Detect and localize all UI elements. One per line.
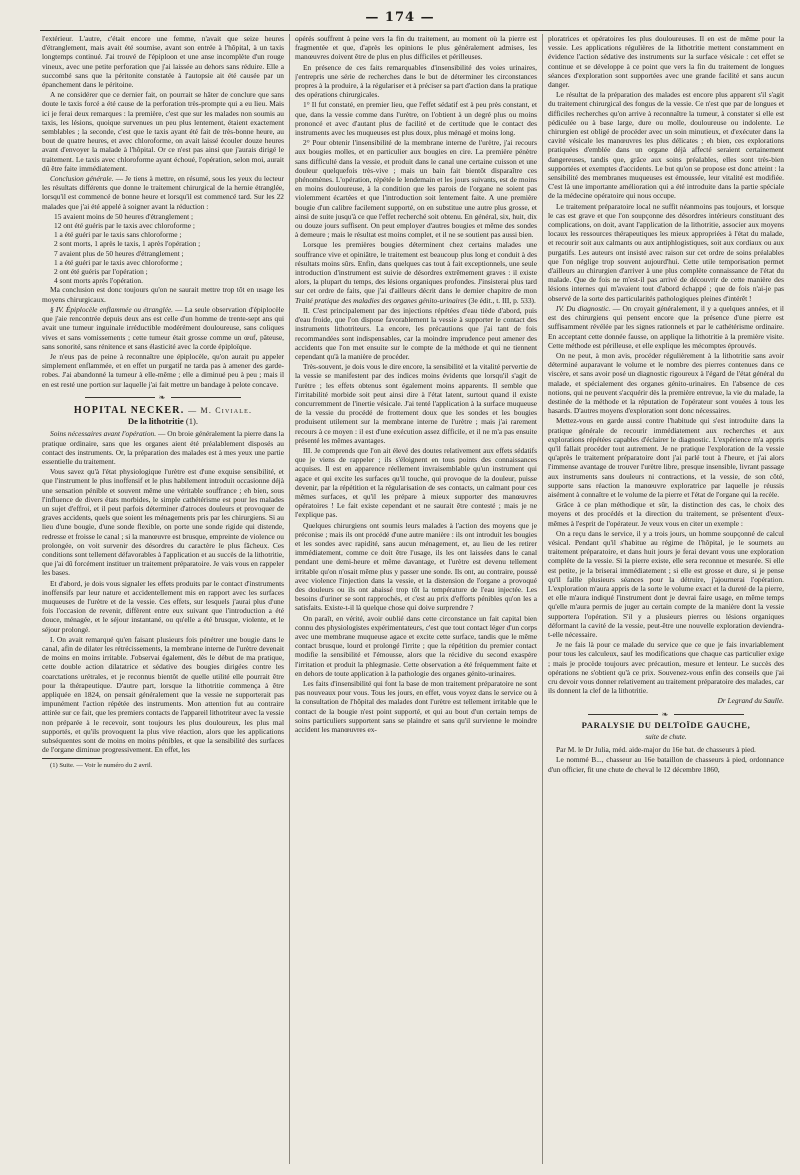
list-item: 12 ont été guéris par le taxis avec chloroforme ; [54,221,195,231]
column-separator [542,34,543,1164]
list-item: 1 a été guéri par le taxis sans chloroforme ; [54,230,182,240]
hospital-title: HOPITAL NECKER. [73,404,185,416]
paragraph-label: Conclusion générale. [50,174,114,184]
list-item: 7 avaient plus de 50 heures d'étranglement ; [54,248,184,258]
column-2 [295,34,537,1164]
paragraph [42,429,284,466]
page-number: — 174 — [365,10,435,25]
paralysis-heading: PARALYSIE DU DELTOÏDE GAUCHE, [581,719,751,730]
paragraph: l'extérieur. L'autre, c'était encore une femme, n'avait que seize heures d'étranglement, mais avait été soumise, avant son entrée à l'hôpital, à un taxis longtemps continué. J'ai trouvé de l'épiploon et une anse incomplète d'un rouge vineux, avec une petite perforation que j'ai laissée au dehors sans réduire. Elle a succombé sans que la péritonite constatée à l'autopsie ait été causée par un épanchement dans le péritoine. [42,34,284,90]
paragraph [295,240,537,304]
paragraph: Je ne fais là pour ce malade du service que ce que je fais invariablement pour tous les calculeux, sauf les modifications que chaque cas particulier exige ; mais je procède toujours avec précaution, mesure et lenteur. Le succès des opérations ne s'obtient qu'à ce prix. Souvenez-vous enfin des conseils que j'ai cru devoir vous donner relativement au traitement préparatoire des malades, car ils donnent la clef de la lithotritie. [548,640,784,696]
book-title: Traité pratique des maladies des organes génito-urinaires [295,295,467,305]
list-item: 4 sont morts après l'opération. [54,276,143,286]
paragraph: Le traitement préparatoire local ne suffit néanmoins pas toujours, et lorsque le cas est grave et que l'on soupçonne des désordres intérieurs constituant des complications, on doit, avant l'application de la lithotritie, associer aux moyens locaux les ressources thérapeutiques les mieux appropriées à l'état du malade, et recourir soit aux calmants ou aux antiphlogistiques, soit aux cordiaux ou aux purgatifs. Les auteurs ont insisté avec raison sur cet ordre de soins préalables que l'on néglige trop souvent aujourd'hui. Cette utile temporisation permet d'ailleurs au chirurgien d'arriver à une plus complète connaissance de l'état du malade. Que de fois ne m'est-il pas arrivé de découvrir de cette manière des lésions internes qui m'avaient tout d'abord échappé ; que de fois n'ai-je pas observé de la sorte des particularités pathologiques pleines d'intérêt ! [548,201,784,303]
section-heading [42,417,284,426]
column-separator [289,34,290,1164]
paragraph: On paraît, en vérité, avoir oublié dans cette circonstance un fait capital bien connu des physiologistes expérimentateurs, c'est que tout contact léger d'un corps avec une membrane muqueuse agace et excite cette surface, tandis que le même contact brusque, lourd et prolongé l'irrite ; que la répétition du premier contact modifie la sensibilité et l'émousse, alors que la récidive du second exaspère l'irritation et produit la phlegmasie. Cette observation a été fréquemment faite et en dehors de toute application à la pathologie des organes génito-urinaires. [295,613,537,678]
list-item: 15 avaient moins de 50 heures d'étranglement ; [54,211,194,221]
column-3 [548,34,784,1164]
paragraph-label: Soins nécessaires avant l'opération. [50,429,157,439]
paragraph: Les faits d'insensibilité qui font la base de mon traitement préparatoire ne sont pas nouveaux pour vous. Tous les jours, en effet, vous voyez dans le service ou à la consultation de l'hôpital des malades dont l'urètre est tellement irritable que le contact de la bougie n'est point supporté, et qui au bout d'un certain temps de soins particuliers supportent sans se plaindre et sans qu'il survienne le moindre accident les manœuvres ex- [295,679,537,735]
paragraph: II. C'est principalement par des injections répétées d'eau tiède d'abord, puis d'eau froide, que l'on dispose favorablement la vessie à supporter le contact des instruments lithotriteurs. La encore, les précautions que j'ai tant de fois recommandées sont indispensables, car la moindre imprudence peut amener des accidents que l'on met ensuite sur le compte de la méthode et qui ne tiennent cependant qu'à la manière de procéder. [295,305,537,361]
paragraph: III. Je comprends que l'on ait élevé des doutes relativement aux effets sédatifs que je viens de rappeler ; ils s'éloignent en tous points des connaissances acquises. Il est en apparence réellement invraisemblable qu'un instrument qui agace et qui excite les surfaces qu'il touche, qui provoque de la douleur, puisse devenir, par la répétition et la régularisation de ses contacts, un calmant pour ces mêmes surfaces, et qu'il les prépare à mieux supporter des manœuvres opératoires ! Le fait existe cependant et ne saurait être contesté ; mais je ne l'explique pas. [295,445,537,520]
paragraph: Grâce à ce plan méthodique et sûr, la distinction des cas, le choix des moyens et des procédés et la direction du traitement, se présentent d'eux-mêmes à l'esprit de l'opérateur. Je veux vous en citer un exemple : [548,500,784,528]
column-1 [42,34,284,1164]
signature: Dr Legrand du Saulle. [717,696,784,706]
paragraph-text: — La seule observation d'épiplocèle que j'aie rencontrée depuis deux ans est celle d'un homme de trente-sept ans qui avait une tumeur inguinale irréductible modérément douloureuse, sans coliques vives et sans vomissements ; cette tumeur était grosse comme un œuf, pâteuse, sans sonorité, sans rénitence et sans élasticité avec la corde épiploïque. [42,304,284,351]
paragraph: En présence de ces faits remarquables d'insensibilité des voies urinaires, j'entrepris une série de recherches dans le but de déterminer les circonstances propres à la produire, à la régulariser et à préciser sa part d'action dans la pratique des opérations chirurgicales. [295,62,537,100]
list-item: 2 sont morts, 1 après le taxis, 1 après l'opération ; [54,239,201,249]
paragraph: A ne considérer que ce dernier fait, on pourrait se hâter de conclure que sans doute le taxis forcé a été cause de la perforation très-prompte qui a eu lieu. Mais ici je ferai deux remarques : la première, c'est que sur les malades non soumis au taxis, les lésions, quoique survenues un peu plus lentement, étaient exactement semblables ; la seconde, c'est que le taxis ayant été fait de très-bonne heure, au bout de quatre heures, et avec chloroforme, on avait laissé écouler douze heures avant d'envoyer la malade à l'hôpital. Or ce n'est pas ainsi que j'aurais dirigé le traitement. Le taxis avec chloroforme ayant échoué, l'opération, selon moi, aurait dû être faite immédiatement. [42,90,284,173]
paragraph-label: IV. Du diagnostic. [556,303,611,313]
section-ornament: ❧ [42,393,284,402]
paragraph: Quelques chirurgiens ont soumis leurs malades à l'action des moyens que je préconise ; mais ils ont procédé d'une autre manière : ils ont introduit les bougies et les sondes avec rapidité, sans aucun ménagement, et, au lieu de les retirer immédiatement, comme ce doit être l'usage, ils les ont laissées dans le canal pendant une demi-heure et même davantage, et l'urètre est devenu tellement irritable qu'on n'osait même plus y passer une sonde. Ils ont, au contraire, poussé avec violence l'injection dans la vessie, et la distension de l'organe a provoqué des douleurs ou ils ont abaissé trop tôt la température de l'eau injectée. Les besoins d'uriner se sont rapprochés, et c'est au prix d'efforts pénibles qu'on les a satisfaits. Existe-t-il là quelque chose qui doive surprendre ? [295,520,537,613]
paragraph: ploratrices et opératoires les plus douloureuses. Il en est de même pour la vessie. Les applications régulières de la lithotritie mettent constamment en évidence l'action sédative des instruments sur la surface vésicale : cet effet se continue et se développe à ce point que vers la fin du traitement de longues séances d'exploration sont supportées avec une grande facilité et sans aucun danger. [548,34,784,90]
section-title: De la lithotritie [127,416,184,427]
paragraph: Je n'eus pas de peine à reconnaître une épiplocèle, qu'on aurait pu appeler simplement enflammée, et en effet un purgatif ne tarda pas à amener des garde-robes. J'ai abandonné la tumeur à elle-même ; elle a diminué peu à peu ; mais il en est resté une portion sur laquelle j'ai fait mettre un bandage à pelote concave. [42,351,284,389]
page-header [40,8,760,30]
paragraph: 2° Pour obtenir l'insensibilité de la membrane interne de l'urètre, j'ai recours aux bougies molles, et en particulier aux bougies en cire. La première pénètre sans difficulté dans la vessie, et produit dans le canal une certaine cuisson et une douleur quelquefois très-vive ; mais un bain fait bientôt disparaître ces phénomènes. L'opération, répétée le lendemain et les jours suivants, est de moins en moins douloureuse, à la condition que les parois de l'organe ne soient pas violemment écartées et que l'introduction soit lentement faite. A une première bougie d'un calibre facilement supporté, on en substitue une autre plus grosse, et ainsi de suite jusqu'à ce que l'effet recherché soit obtenu. En général, six, huit, dix ou douze jours suffisent. On peut employer d'autres bougies et même des sondes à demeure ; mais le résultat est moins complet, et il ne se soutient pas aussi bien. [295,138,537,240]
paragraph-text: — On croyait généralement, il y a quelques années, et il est des chirurgiens qui pensent encore que la présence d'une pierre est suffisamment révélée par les signes rationnels et par le cathétérisme ordinaire. En acceptant cette donnée fausse, on applique la lithotritie à la première visite. Cette méthode est périlleuse, et elle explique les mécomptes éprouvés. [548,303,784,350]
paragraph-text: — On broie généralement la pierre dans la pratique ordinaire, sans que les organes aient été préalablement disposés au contact des instruments. Or, la préparation des malades est à mes yeux une partie essentielle du traitement. [42,429,284,466]
paragraph [42,174,284,211]
paragraph-text: — Je tiens à mettre, en résumé, sous les yeux du lecteur les résultats différents que donne le traitement chirurgical de la hernie étranglée, lorsqu'il est commencé de bonne heure et lorsqu'il est commencé tard. Sur les 22 malades que j'ai été appelé à soigner avant la réduction : [42,174,284,211]
paragraph: 1° Il fut constaté, en premier lieu, que l'effet sédatif est à peu près constant, et que, dans la vessie comme dans l'urètre, on l'obtient à un degré plus ou moins prononcé et avec d'autant plus de facilité et de certitude que le contact des instruments avec les muqueuses est plus doux, plus ménagé et moins long. [295,100,537,138]
paragraph: On ne peut, à mon avis, procéder régulièrement à la lithotritie sans avoir déterminé auparavant le volume et le nombre des pierres contenues dans ce viscère, et sans avoir posé un diagnostic rigoureux à l'égard de l'état général du malade, et spécialement des organes génito-urinaires. En l'absence de ces notions, qui ne peuvent s'acquérir dès la première entrevue, la vie du malade, la destinée de la méthode et la réputation de l'opérateur sont vouées à tous les hasards. D'autres moyens d'exploration sont donc nécessaires. [548,350,784,416]
paragraph: Ma conclusion est donc toujours qu'on ne saurait mettre trop tôt en usage les moyens chirurgicaux. [42,285,284,304]
hospital-heading [42,406,284,415]
paragraph: Mettez-vous en garde aussi contre l'habitude qui s'est introduite dans la pratique générale de recourir immédiatement aux recherches et aux explorations répétées capables d'éclairer le diagnostic. L'expérience m'a appris qu'il fallait procéder tout autrement. Je ne pratique l'exploration de la vessie qu'après le traitement préparatoire dont j'ai parlé tout à l'heure, et j'ai alors l'immense avantage de trouver l'urètre libre, presque insensible, livrant passage aux instruments sans douleurs ni contractions, et la vessie, de son côté, supporte sans réaction la manœuvre exploratrice par laquelle je réussis aisément à connaître et le volume de la pierre et l'état de l'organe qui la recèle. [548,416,784,499]
footnote: (1) Suite. — Voir le numéro du 2 avril. [50,762,153,770]
section-title-note: (1). [183,416,199,427]
paragraph: opérés souffrent à peine vers la fin du traitement, au moment où la pierre est fragmentée et que, d'après les opinions le plus généralement admises, les manœuvres doivent être de plus en plus difficiles et périlleuses. [295,34,537,62]
hospital-author: — M. Civiale. [188,405,253,415]
footnote-rule [42,758,102,759]
paragraph-text: (3e édit., t. III, p. 533). [466,295,536,305]
header-rule [40,30,760,31]
paragraph: Le nommé B..., chasseur au 16e bataillon de chasseurs à pied, ordonnance d'un officier, fit une chute de cheval le 12 décembre 1860, [548,755,784,774]
paragraph: I. On avait remarqué qu'en faisant plusieurs fois pénétrer une bougie dans le canal, afin de dilater les rétrécissements, la membrane interne de l'urètre devenait de moins en moins irritable. J'observai également, dès le début de ma pratique, cette double action dilatatrice et sédative des bougies dirigées contre les coarctations urétrales, et je reconnus bientôt de quelle utilité elle pourrait être pour la thérapeutique. D'autre part, lorsque la lithotritie commença à être appliquée en 1824, on pensait généralement que la vessie ne supporterait pas impunément l'action répétée des instruments. Mon attention fut au contraire attirée sur ce fait, que les premiers contacts de l'appareil lithotriteur avec la vessie non préparée à le recevoir, sont toujours les plus douloureux, les plus mal supportés, et qu'ils provoquent la plus vive réaction, alors que les applications subséquentes sont de moins en moins pénibles, et que la sensibilité des surfaces de l'organe diminue progressivement. En effet, les [42,634,284,755]
paralysis-subheading: suite de chute. [645,733,687,742]
paragraph-text: Lorsque les premières bougies déterminent chez certains malades une souffrance vive et opiniâtre, le traitement est beaucoup plus long et conduit à des résultats moins sûrs. Enfin, dans quelques cas tout à fait exceptionnels, une seule introduction d'instrument est suivie de désordres extrêmement graves : il existe alors, la plupart du temps, des lésions organiques profondes. J'insisterai plus tard sur cet ordre de faits, que j'ai d'ailleurs décrit dans le dernier chapitre de mon [295,240,537,296]
list-item: 2 ont été guéris par l'opération ; [54,267,148,277]
paragraph: Très-souvent, je dois vous le dire encore, la sensibilité et la vitalité pervertie de la vessie se manifestent par des indices moins évidents que lorsqu'il s'agit de l'urètre ; les effets obtenus sont également moins apparents. Il semble que l'irritabilité morbide soit peut ainsi dire à l'état latent, surtout quand il existe concurremment de l'inertie vésicale. J'ai tenté l'application à la surface muqueuse de la vessie du procédé de frottement doux que les sondes et les bougies produisent utilement sur la membrane interne de l'urètre ; mais j'ai rarement recours à ce moyen : il est d'une exécution assez difficile, et il ne m'a pas ensuite présenté les mêmes avantages. [295,362,537,445]
paragraph: Le résultat de la préparation des malades est encore plus apparent s'il s'agit du traitement chirurgical des fongus de la vessie. Ce n'est que par de longues et difficiles recherches qu'on arrive à reconnaître la tumeur, à constater si elle est pédiculée ou à base large, dure ou molle, douloureuse ou indolente. Le chirurgien est obligé de procéder avec un soin minutieux, et d'exécuter dans la cavité vésicale les manœuvres les plus délicates ; eh bien, ces explorations pratiquées d'emblée dans un organe déjà affecté seraient certainement dangereuses, tandis que, grâce aux soins préalables, elles sont très-bien supportées et exemptes d'accidents. Le but qu'on se propose est donc atteint : la sensibilité des membranes muqueuses est émoussée, leur vitalité est modifiée. C'est là une importante amélioration qui a été introduite dans la partie spéciale de la médecine opératoire qui nous occupe. [548,90,784,201]
paragraph-label: § IV. Épiplocèle enflammée ou étranglée. [50,304,174,314]
paragraph: Vous savez qu'à l'état physiologique l'urètre est d'une exquise sensibilité, et que l'instrument le plus inoffensif et le plus habilement introduit occasionne déjà une sensation pénible et souvent même une véritable souffrance ; eh bien, sous l'influence de divers états morbides, le simple cathétérisme est pour les malades un sujet d'effroi, et il peut parfois déterminer d'atroces douleurs et provoquer de graves accidents, quels que soient les ménagements pris par les chirurgiens. Si au lieu d'une bougie, d'une sonde flexible, on porte une sonde rigide qui distende, redresse et froisse le canal ; si la manœuvre est brusque, empreinte de violence ou prolongée, on voit survenir des désordres du caractère le plus fâcheux. Ces conditions sont tellement défavorables à l'application et au succès de la lithotritie, que j'ai dû forcément instituer un traitement préparatoire. Je vais vous en rappeler les bases. [42,467,284,578]
paragraph: On a reçu dans le service, il y a trois jours, un homme soupçonné de calcul vésical. Pendant qu'il s'habitue au régime de l'hôpital, je le soumets au traitement préparatoire, et dans huit jours je ferai devant vous une exploration complète de la vessie. Si la pierre existe, elle sera reconnue et mesurée. Si elle est petite, je la briserai immédiatement ; si elle est grosse et dure, si je pense qu'il faille plusieurs séances pour la détruire, j'ajournerai l'opération. L'exploration m'aura appris de la sorte le volume exact et la dureté de la pierre, et elle m'aura indiqué l'instrument dont je devrai faire usage, en même temps qu'elle m'aura permis de juger au certain compte de la manière dont la vessie supportera l'opération. S'il y a plusieurs pierres ou lésions organiques déformant la cavité de la vessie, peut-être une nouvelle exploration deviendra-t-elle nécessaire. [548,528,784,639]
paragraph [42,305,284,351]
paragraph: Par M. le Dr Julia, méd. aide-major du 16e bat. de chasseurs à pied. [556,745,756,755]
paragraph [548,304,784,350]
paragraph: Et d'abord, je dois vous signaler les effets produits par le contact d'instruments inoffensifs par leur nature et accidentellement mis en rapport avec les surfaces muqueuses de l'urètre et de la vessie. Ces effets, sur lesquels j'aurai plus d'une fois l'occasion de revenir, diffèrent entre eux suivant que l'introduction a été douce, ménagée, et le séjour instantané, ou qu'elle a été brusque, violente, et le séjour prolongé. [42,578,284,634]
list-item: 1 a été guéri par le taxis avec chloroforme ; [54,257,183,267]
section-ornament: ❧ [548,710,784,719]
